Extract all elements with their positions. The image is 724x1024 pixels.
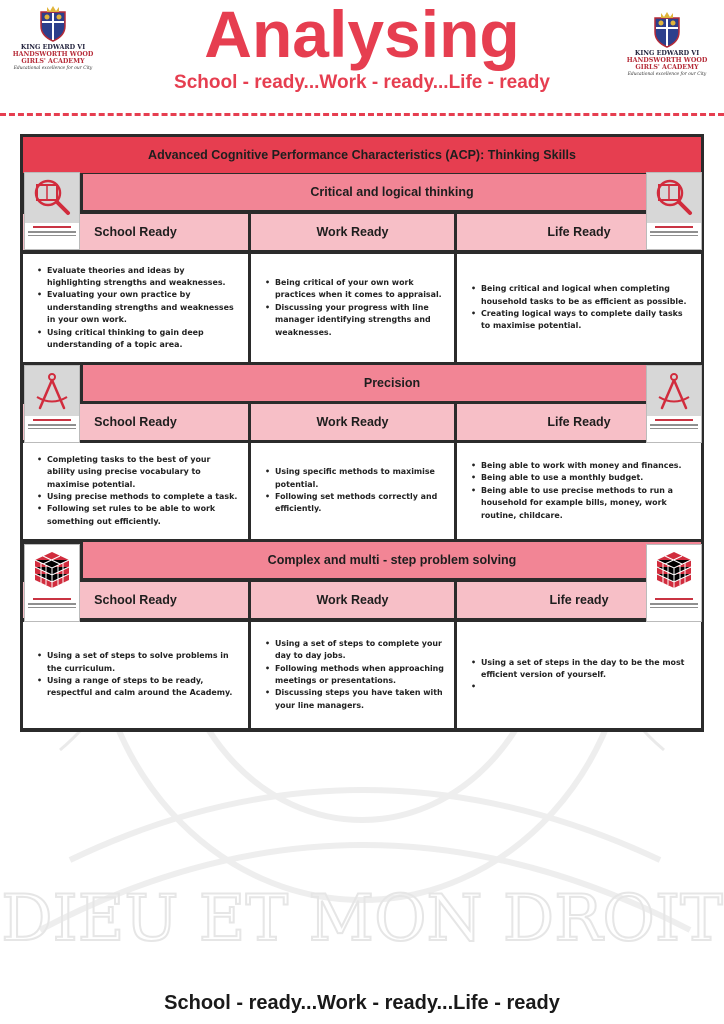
column-school-ready: School Ready bbox=[23, 214, 248, 250]
skill-section-critical-thinking bbox=[23, 174, 701, 364]
bullet-item: • Following set methods correctly and efficiently. bbox=[265, 491, 446, 516]
crest-shield-icon bbox=[33, 4, 73, 44]
header-divider bbox=[0, 113, 724, 116]
bullet-item: • Following methods when approaching meetings or presentations. bbox=[265, 663, 446, 688]
bullet-list bbox=[471, 657, 693, 694]
bullet-item: • Being critical of your own work practices when it comes to appraisal. bbox=[265, 277, 446, 302]
bullet-item: • Being able to use precise methods to run a household for example bills, money, work routine, childcare. bbox=[471, 485, 693, 522]
bullet-item: • Using a set of steps in the day to be the most efficient version of yourself. bbox=[471, 657, 693, 682]
acp-table-title: Advanced Cognitive Performance Characteristics (ACP): Thinking Skills bbox=[23, 137, 701, 173]
book-magnifier-icon bbox=[31, 177, 73, 219]
bullet-list bbox=[37, 454, 240, 528]
school-crest-left bbox=[8, 4, 98, 71]
watermark-motto: DIEU ET MON DROIT bbox=[1, 882, 723, 956]
bullet-list bbox=[265, 466, 446, 516]
column-work-ready: Work Ready bbox=[251, 582, 454, 618]
bullet-item: • Being able to work with money and finances. bbox=[471, 460, 693, 472]
school-crest-right bbox=[622, 10, 712, 77]
school-name-line3: GIRLS' ACADEMY bbox=[635, 64, 699, 71]
bullet-item: • Using a set of steps to complete your day to day jobs. bbox=[265, 638, 446, 663]
bullet-list bbox=[37, 650, 240, 700]
bullet-item: • Discussing your progress with line manager identifying strengths and weaknesses. bbox=[265, 302, 446, 339]
skill-heading: Precision bbox=[83, 365, 701, 401]
school-name-line2: HANDSWORTH WOOD bbox=[12, 51, 94, 58]
school-name-line1: KING EDWARD VI bbox=[20, 44, 86, 51]
skill-heading: Complex and multi - step problem solving bbox=[83, 542, 701, 578]
skill-heading: Critical and logical thinking bbox=[83, 174, 701, 210]
badge-problem-solving-left bbox=[24, 544, 80, 622]
column-work-ready: Work Ready bbox=[251, 214, 454, 250]
skill-section-precision bbox=[23, 365, 701, 542]
cell-work-ready bbox=[251, 622, 454, 728]
bullet-item: • Using precise methods to complete a task. bbox=[37, 491, 240, 503]
school-tagline: Educational excellence for our City bbox=[13, 66, 93, 71]
acp-table bbox=[20, 134, 704, 732]
school-name-line1: KING EDWARD VI bbox=[634, 50, 700, 57]
bullet-item: • Using a set of steps to solve problems in the curriculum. bbox=[37, 650, 240, 675]
cell-school-ready bbox=[23, 443, 248, 539]
cube-puzzle-icon bbox=[31, 549, 73, 591]
bullet-item: • Being able to use a monthly budget. bbox=[471, 472, 693, 484]
compass-icon bbox=[31, 370, 73, 412]
badge-problem-solving-right bbox=[646, 544, 702, 622]
page-subtitle: School - ready...Work - ready...Life - ready bbox=[174, 72, 550, 93]
column-life-ready: Life Ready bbox=[457, 214, 701, 250]
bullet-item: • Using critical thinking to gain deep understanding of a topic area. bbox=[37, 327, 240, 352]
cell-work-ready bbox=[251, 254, 454, 362]
badge-critical-thinking-left bbox=[24, 172, 80, 250]
bullet-item: • Following set rules to be able to work something out efficiently. bbox=[37, 503, 240, 528]
column-school-ready: School Ready bbox=[23, 582, 248, 618]
bullet-item: • Discussing steps you have taken with your line managers. bbox=[265, 687, 446, 712]
column-work-ready: Work Ready bbox=[251, 404, 454, 440]
cell-school-ready bbox=[23, 622, 248, 728]
bullet-item: • Creating logical ways to complete daily tasks to maximise potential. bbox=[471, 308, 693, 333]
bullet-item: • Evaluate theories and ideas by highlighting strengths and weaknesses. bbox=[37, 265, 240, 290]
cell-life-ready bbox=[457, 443, 701, 539]
badge-precision-right bbox=[646, 365, 702, 443]
bullet-item bbox=[471, 681, 693, 693]
bullet-item: • Using specific methods to maximise potential. bbox=[265, 466, 446, 491]
cell-life-ready bbox=[457, 622, 701, 728]
crest-shield-icon bbox=[647, 10, 687, 50]
column-life-ready: Life Ready bbox=[457, 404, 701, 440]
cell-school-ready bbox=[23, 254, 248, 362]
cube-puzzle-icon bbox=[653, 549, 695, 591]
badge-critical-thinking-right bbox=[646, 172, 702, 250]
bullet-list bbox=[471, 460, 693, 522]
school-name-line3: GIRLS' ACADEMY bbox=[21, 58, 85, 65]
compass-icon bbox=[653, 370, 695, 412]
school-name-line2: HANDSWORTH WOOD bbox=[626, 57, 708, 64]
badge-precision-left bbox=[24, 365, 80, 443]
bullet-item: • Evaluating your own practice by understanding strengths and weaknesses in your own work. bbox=[37, 289, 240, 326]
bullet-item: • Completing tasks to the best of your ability using precise vocabulary to maximise potential. bbox=[37, 454, 240, 491]
bullet-list bbox=[265, 638, 446, 712]
page-title: Analysing bbox=[204, 0, 520, 71]
cell-life-ready bbox=[457, 254, 701, 362]
school-tagline: Educational excellence for our City bbox=[627, 72, 707, 77]
footer-slogan: School - ready...Work - ready...Life - ready bbox=[164, 992, 560, 1014]
bullet-list bbox=[37, 265, 240, 352]
book-magnifier-icon bbox=[653, 177, 695, 219]
cell-work-ready bbox=[251, 443, 454, 539]
bullet-item: • Using a range of steps to be ready, respectful and calm around the Academy. bbox=[37, 675, 240, 700]
skill-section-problem-solving bbox=[23, 542, 701, 729]
bullet-item: • Being critical and logical when completing household tasks to be as efficient as possible. bbox=[471, 283, 693, 308]
bullet-list bbox=[265, 277, 446, 339]
column-school-ready: School Ready bbox=[23, 404, 248, 440]
column-life-ready: Life ready bbox=[457, 582, 701, 618]
bullet-list bbox=[471, 283, 693, 333]
